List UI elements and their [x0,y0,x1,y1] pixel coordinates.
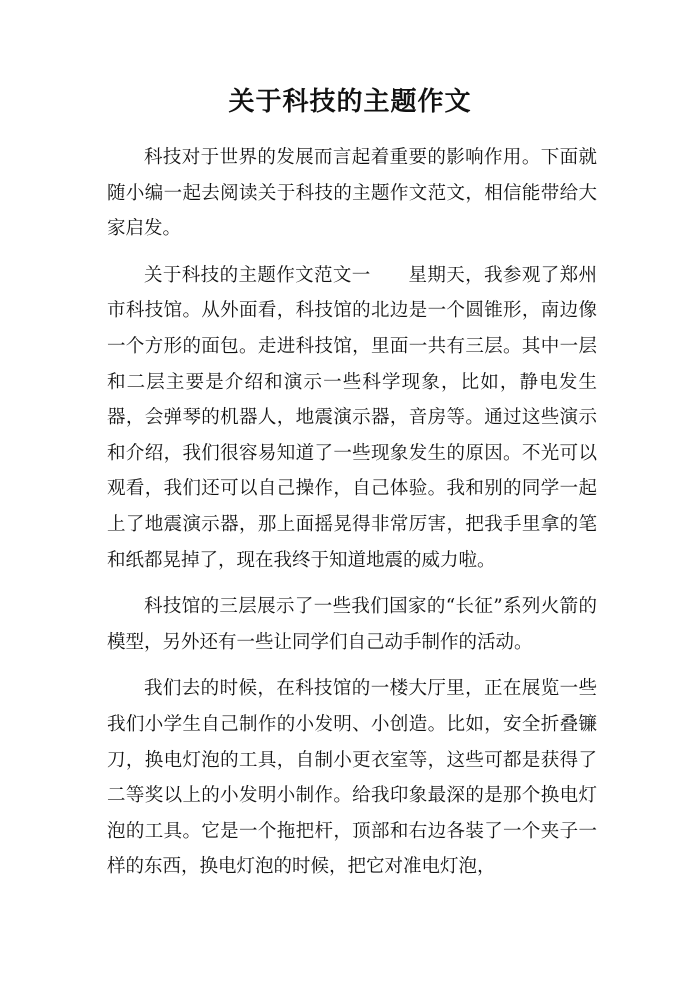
paragraph-inventions: 我们去的时候，在科技馆的一楼大厅里，正在展览一些我们小学生自己制作的小发明、小创造。比如，安全折叠镰刀，换电灯泡的工具，自制小更衣室等，这些可都是获得了二等奖以上的小发明小制作。给我印象最深的是那个换电灯泡的工具。它是一个拖把杆，顶部和右边各装了一个夹子一样的东西，换电灯泡的时候，把它对准电灯泡， [107,678,597,878]
paragraph-third-floor: 科技馆的三层展示了一些我们国家的“长征”系列火箭的模型，另外还有一些让同学们自己动手制作的活动。 [107,596,597,653]
paragraph-essay-one: 关于科技的主题作文范文一 星期天，我参观了郑州市科技馆。从外面看，科技馆的北边是一个圆锥形，南边像一个方形的面包。走进科技馆，里面一共有三层。其中一层和二层主要是介绍和演示一些科学现象，比如，静电发生器，会弹琴的机器人，地震演示器，音房等。通过这些演示和介绍，我们很容易知道了一些现象发生的原因。不光可以观看，我们还可以自己操作，自己体验。我和别的同学一起上了地震演示器，那上面摇晃得非常厉害，把我手里拿的笔和纸都晃掉了，现在我终于知道地震的威力啦。 [107,264,597,571]
document-body [107,140,597,896]
document-title: 关于科技的主题作文 [228,87,472,117]
paragraph-intro: 科技对于世界的发展而言起着重要的影响作用。下面就随小编一起去阅读关于科技的主题作文范文，相信能带给大家启发。 [107,147,597,240]
